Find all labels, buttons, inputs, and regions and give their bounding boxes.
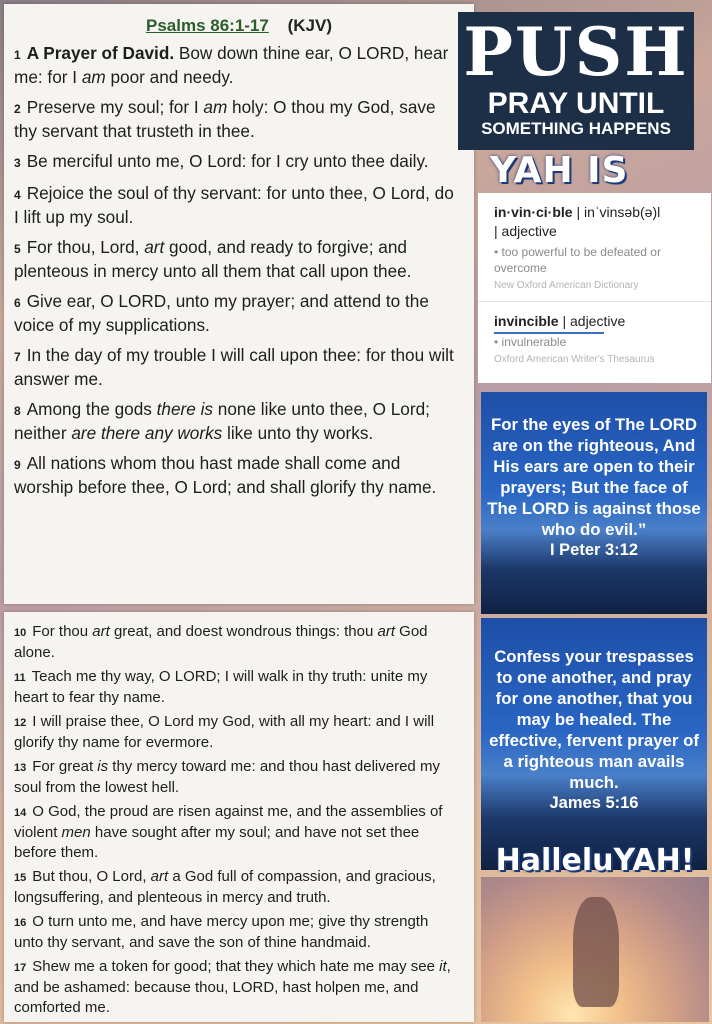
verse-number: 14 xyxy=(14,807,27,819)
dictionary-entry xyxy=(478,193,711,291)
thesaurus-definition: • invulnerable xyxy=(494,335,567,349)
verse-text: For great is thy mercy toward me: and thou hast delivered my soul from the lowest hell. xyxy=(14,758,440,796)
psalm-reference: Psalms 86:1-17 xyxy=(145,16,269,35)
verse-list-bottom xyxy=(4,612,474,1018)
verse-text: Give ear, O LORD, unto my prayer; and attend to the voice of my supplications. xyxy=(14,291,429,335)
verse-number: 2 xyxy=(14,102,21,116)
verse-number: 3 xyxy=(14,156,21,170)
halleluyah-title: HalleluYAH! xyxy=(495,843,695,878)
thesaurus-source: Oxford American Writer's Thesaurus xyxy=(494,354,655,365)
dictionary-card xyxy=(478,193,711,383)
psalm-heading xyxy=(4,16,474,36)
push-word: PUSH xyxy=(463,13,689,91)
verse-text: For thou, Lord, art good, and ready to forgive; and plenteous in mercy unto all them that call upon thee. xyxy=(14,237,412,281)
verse-16 xyxy=(14,912,460,953)
verse-5 xyxy=(14,236,460,282)
verse-text: Shew me a token for good; that they which hate me may see it, and be ashamed: because thou, LORD, hast holpen me, and comforted me. xyxy=(14,958,451,1016)
verse-text: I will praise thee, O Lord my God, with all my heart: and I will glorify thy name for evermore. xyxy=(14,713,435,751)
sunset-photo xyxy=(481,877,709,1022)
dict-source: New Oxford American Dictionary xyxy=(494,280,639,291)
verse-list-top xyxy=(4,36,474,498)
verse-4 xyxy=(14,182,460,228)
james-verse-citation: James 5:16 xyxy=(549,794,639,812)
verse-9 xyxy=(14,452,460,498)
verse-text: Preserve my soul; for I am holy: O thou my God, save thy servant that trusteth in thee. xyxy=(14,97,436,141)
verse-text: O turn unto me, and have mercy upon me; give thy strength unto thy servant, and save the son of thine handmaid. xyxy=(14,913,429,951)
verse-15 xyxy=(14,867,460,908)
verse-text: For thou art great, and doest wondrous things: thou art God alone. xyxy=(14,623,428,661)
psalm-panel-bottom xyxy=(4,612,474,1022)
verse-number: 17 xyxy=(14,962,27,974)
silhouette-figure xyxy=(573,897,619,1007)
verse-number: 10 xyxy=(14,627,27,639)
push-line-1: PRAY UNTIL xyxy=(487,87,665,120)
peter-verse-text: For the eyes of The LORD are on the righteous, And His ears are open to their prayers; But the face of The LORD is against those who do evil.” xyxy=(487,415,701,539)
verse-number: 13 xyxy=(14,762,27,774)
verse-10 xyxy=(14,622,460,663)
verse-text: Teach me thy way, O LORD; I will walk in thy truth: unite my heart to fear thy name. xyxy=(14,668,428,706)
verse-number: 9 xyxy=(14,458,21,472)
verse-text: O God, the proud are risen against me, and the assemblies of violent men have sought after my soul; and have not set thee before them. xyxy=(14,803,443,861)
verse-number: 11 xyxy=(14,672,26,684)
dict-part-of-speech: | adjective xyxy=(494,223,557,239)
verse-17 xyxy=(14,957,460,1018)
verse-number: 4 xyxy=(14,188,21,202)
push-line-2: SOMETHING HAPPENS xyxy=(481,119,671,138)
thesaurus-part-of-speech: | adjective xyxy=(562,313,626,329)
verse-13 xyxy=(14,757,460,798)
verse-text: Among the gods there is none like unto thee, O Lord; neither are there any works like unto thy works. xyxy=(14,399,430,443)
verse-text: A Prayer of David. Bow down thine ear, O LORD, hear me: for I am poor and needy. xyxy=(14,43,449,87)
verse-number: 6 xyxy=(14,296,21,310)
psalm-panel-top xyxy=(4,4,474,604)
dict-definition: • too powerful to be defeated or overcome xyxy=(494,245,661,275)
verse-number: 7 xyxy=(14,350,21,364)
verse-6 xyxy=(14,290,460,336)
verse-text: Rejoice the soul of thy servant: for unto thee, O Lord, do I lift up my soul. xyxy=(14,183,454,227)
verse-3 xyxy=(14,150,460,174)
verse-8 xyxy=(14,398,460,444)
verse-number: 5 xyxy=(14,242,21,256)
verse-11 xyxy=(14,667,460,708)
verse-2 xyxy=(14,96,460,142)
verse-text: In the day of my trouble I will call upon thee: for thou wilt answer me. xyxy=(14,345,454,389)
verse-text: Be merciful unto me, O Lord: for I cry unto thee daily. xyxy=(26,151,429,171)
thesaurus-word: invincible xyxy=(494,313,559,329)
peter-verse-citation: I Peter 3:12 xyxy=(549,541,639,559)
james-verse-text: Confess your trespasses to one another, and pray for one another, that you may be healed. The effective, fervent prayer of a righteous man avails much. xyxy=(489,647,699,792)
verse-1 xyxy=(14,42,460,88)
verse-text: But thou, O Lord, art a God full of compassion, and gracious, longsuffering, and plenteous in mercy and truth. xyxy=(14,868,436,906)
verse-14 xyxy=(14,802,460,863)
verse-12 xyxy=(14,712,460,753)
dict-word: in·vin·ci·ble xyxy=(494,204,573,220)
verse-number: 8 xyxy=(14,404,21,418)
yah-is-title: YAH IS xyxy=(490,150,629,191)
dict-pronunciation: | inˈvinsəb(ə)l xyxy=(576,204,661,220)
verse-number: 16 xyxy=(14,917,27,929)
psalm-version: (KJV) xyxy=(287,16,332,35)
push-banner xyxy=(458,12,694,150)
james-verse-card xyxy=(481,618,707,870)
verse-number: 12 xyxy=(14,717,27,729)
verse-text: All nations whom thou hast made shall come and worship before thee, O Lord; and shall glorify thy name. xyxy=(14,453,437,497)
thesaurus-entry xyxy=(478,302,711,365)
verse-number: 1 xyxy=(14,48,21,62)
verse-number: 15 xyxy=(14,872,27,884)
verse-7 xyxy=(14,344,460,390)
peter-verse-card xyxy=(481,392,707,614)
